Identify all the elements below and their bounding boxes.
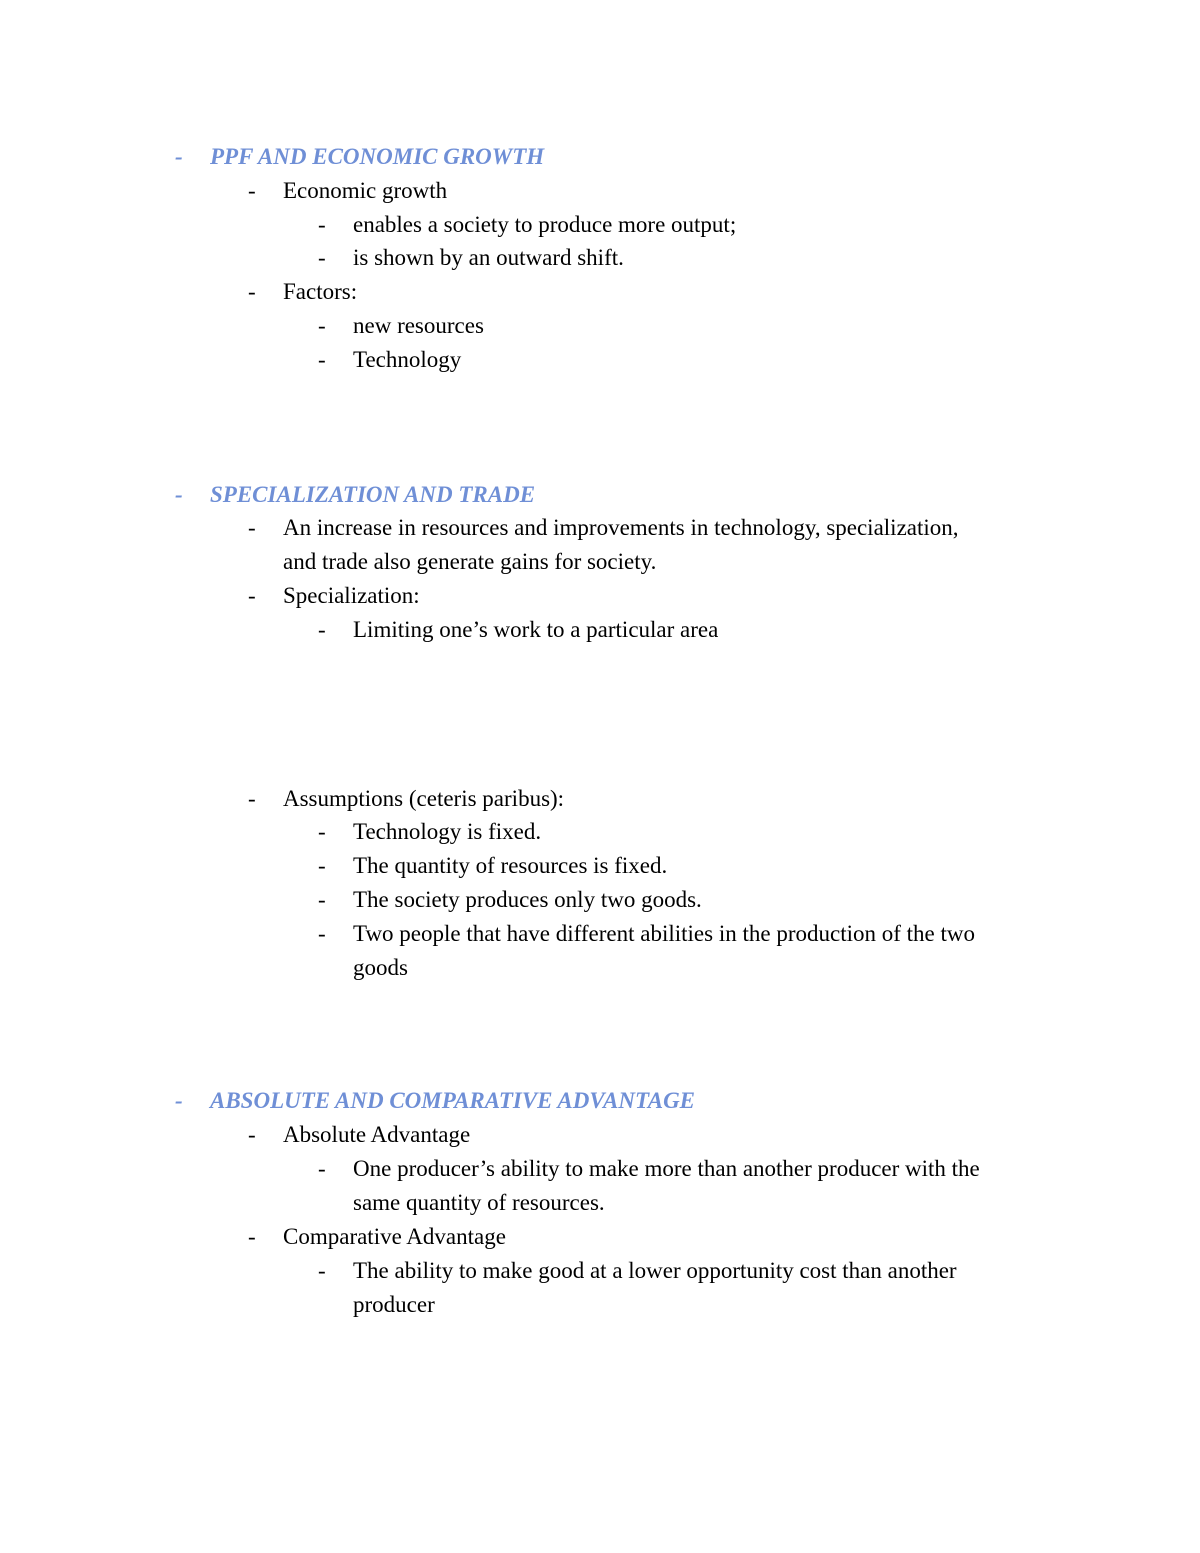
list-item-text: Factors: [283,279,358,304]
heading-text: PPF AND ECONOMIC GROWTH [210,144,545,169]
list-item-text: Limiting one’s work to a particular area [353,617,719,642]
bullet-dash: - [318,245,326,270]
bullet-dash: - [318,347,326,372]
list-item-text: The ability to make good at a lower opportunity cost than another [353,1258,957,1283]
list-item-text: An increase in resources and improvements in technology, specialization, [283,515,959,540]
bullet-dash: - [318,887,326,912]
bullet-dash: - [318,313,326,338]
bullet-dash: - [248,515,256,540]
bullet-dash: - [248,1224,256,1249]
bullet-dash: - [318,212,326,237]
bullet-dash: - [318,921,326,946]
bullet-dash: - [318,819,326,844]
bullet-dash: - [248,786,256,811]
bullet-dash: - [318,1156,326,1181]
list-item-text: Absolute Advantage [283,1122,471,1147]
list-item-text: The quantity of resources is fixed. [353,853,668,878]
heading-text: SPECIALIZATION AND TRADE [210,482,536,507]
list-item-text: enables a society to produce more output; [353,212,737,237]
list-item-text: Comparative Advantage [283,1224,506,1249]
list-item-text: is shown by an outward shift. [353,245,624,270]
list-item-text: same quantity of resources. [353,1190,605,1215]
list-item-text: Technology is fixed. [353,819,542,844]
list-item-text: and trade also generate gains for society. [283,549,657,574]
bullet-dash: - [175,482,183,507]
bullet-dash: - [248,583,256,608]
list-item-text: Specialization: [283,583,420,608]
bullet-dash: - [175,1088,183,1113]
list-item-text: The society produces only two goods. [353,887,702,912]
bullet-dash: - [318,617,326,642]
list-item-text: Two people that have different abilities in the production of the two [353,921,975,946]
list-item-text: Economic growth [283,178,448,203]
bullet-dash: - [248,178,256,203]
list-item-text: producer [353,1292,435,1317]
bullet-dash: - [248,279,256,304]
list-item-text: goods [353,955,408,980]
bullet-dash: - [318,853,326,878]
list-item-text: Assumptions (ceteris paribus): [283,786,565,811]
list-item-text: Technology [353,347,462,372]
bullet-dash: - [175,144,183,169]
bullet-dash: - [248,1122,256,1147]
list-item-text: new resources [353,313,484,338]
bullet-dash: - [318,1258,326,1283]
list-item-text: One producer’s ability to make more than another producer with the [353,1156,980,1181]
heading-text: ABSOLUTE AND COMPARATIVE ADVANTAGE [210,1088,696,1113]
